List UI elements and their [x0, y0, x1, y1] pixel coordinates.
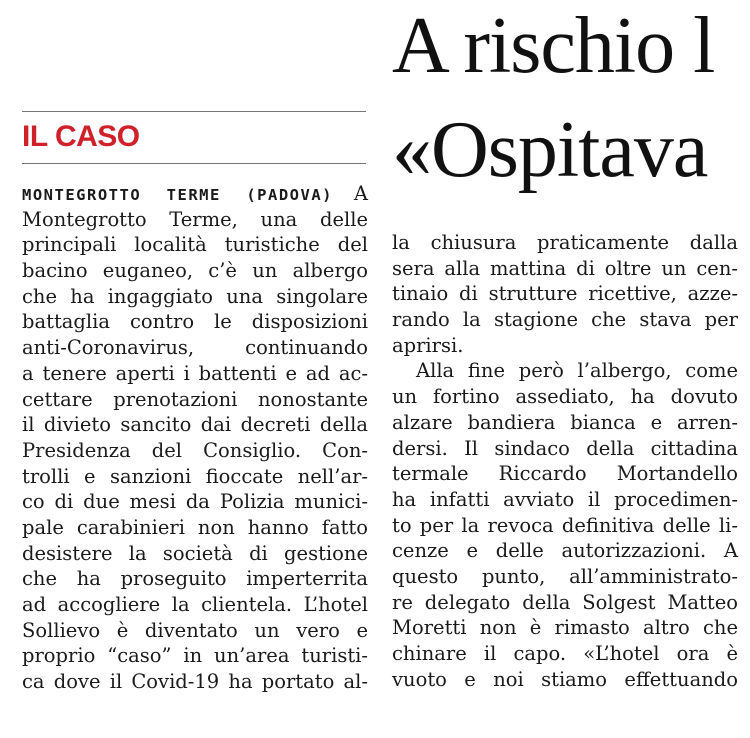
- body-line: ca dove il Covid-19 ha portato al-: [22, 670, 368, 694]
- body-line: proprio “caso” in un’area turisti-: [22, 644, 368, 668]
- body-line: Presidenza del Consiglio. Con-: [22, 438, 368, 462]
- body-line: vuoto e noi stiamo effettuando: [392, 667, 738, 691]
- dateline: MONTEGROTTO TERME (PADOVA): [22, 186, 334, 204]
- headline-line-2: «Ospitava: [392, 106, 708, 194]
- body-line: termale Riccardo Mortandello: [392, 462, 738, 486]
- body-line: rando la stagione che stava per: [392, 308, 738, 332]
- kicker-bottom-rule: [22, 163, 366, 164]
- body-line: principali località turistiche del: [22, 233, 368, 257]
- body-line: trolli e sanzioni fioccate nell’ar-: [22, 464, 368, 488]
- body-line: desistere la società di gestione: [22, 541, 368, 565]
- body-line: la chiusura praticamente dalla: [392, 231, 738, 254]
- body-line: Alla fine però l’albergo, come: [416, 359, 738, 383]
- article-right-column: [392, 230, 738, 692]
- body-line: battaglia contro le disposizioni: [22, 310, 368, 334]
- body-line: pale carabinieri non hanno fatto: [22, 515, 368, 539]
- kicker-top-rule: [22, 111, 366, 112]
- headline-line-1: A rischio l: [392, 2, 715, 90]
- body-line: alzare bandiera bianca e arren-: [392, 410, 738, 434]
- body-line: aprirsi.: [392, 333, 464, 357]
- body-line: cenze e delle autorizzazioni. A: [392, 539, 738, 563]
- body-line: che ha ingaggiato una singolare: [22, 284, 368, 308]
- body-line: co di due mesi da Polizia munici-: [22, 490, 368, 514]
- body-line: Montegrotto Terme, una delle: [22, 207, 368, 231]
- body-line: Sollievo è diventato un vero e: [22, 618, 368, 642]
- body-line: bacino euganeo, c’è un albergo: [22, 259, 368, 283]
- body-line: sera alla mattina di oltre un cen-: [392, 256, 738, 280]
- body-line: cettare prenotazioni nonostante: [22, 387, 368, 411]
- body-line: anti-Coronavirus, continuando: [22, 336, 368, 360]
- body-line: MONTEGROTTO TERME (PADOVA) A: [22, 182, 368, 205]
- section-kicker: IL CASO: [22, 120, 140, 153]
- body-line: dersi. Il sindaco della cittadina: [392, 436, 738, 460]
- body-line: che ha proseguito imperterrita: [22, 567, 368, 591]
- body-line: to per la revoca definitiva delle li-: [392, 513, 738, 537]
- body-line: ha infatti avviato il procedimen-: [392, 487, 738, 511]
- body-line: a tenere aperti i battenti e ad ac-: [22, 361, 368, 385]
- body-line: re delegato della Solgest Matteo: [392, 590, 738, 614]
- body-line: un fortino assediato, ha dovuto: [392, 385, 738, 409]
- body-line: il divieto sancito dai decreti della: [22, 413, 368, 437]
- body-line: chinare il capo. «L’hotel ora è: [392, 642, 738, 665]
- body-line: Moretti non è rimasto altro che: [392, 616, 738, 640]
- body-line: tinaio di strutture ricettive, azze-: [392, 282, 738, 306]
- body-line: questo punto, all’amministrato-: [392, 564, 738, 588]
- article-left-column: [22, 181, 368, 695]
- body-line: ad accogliere la clientela. L’hotel: [22, 593, 368, 616]
